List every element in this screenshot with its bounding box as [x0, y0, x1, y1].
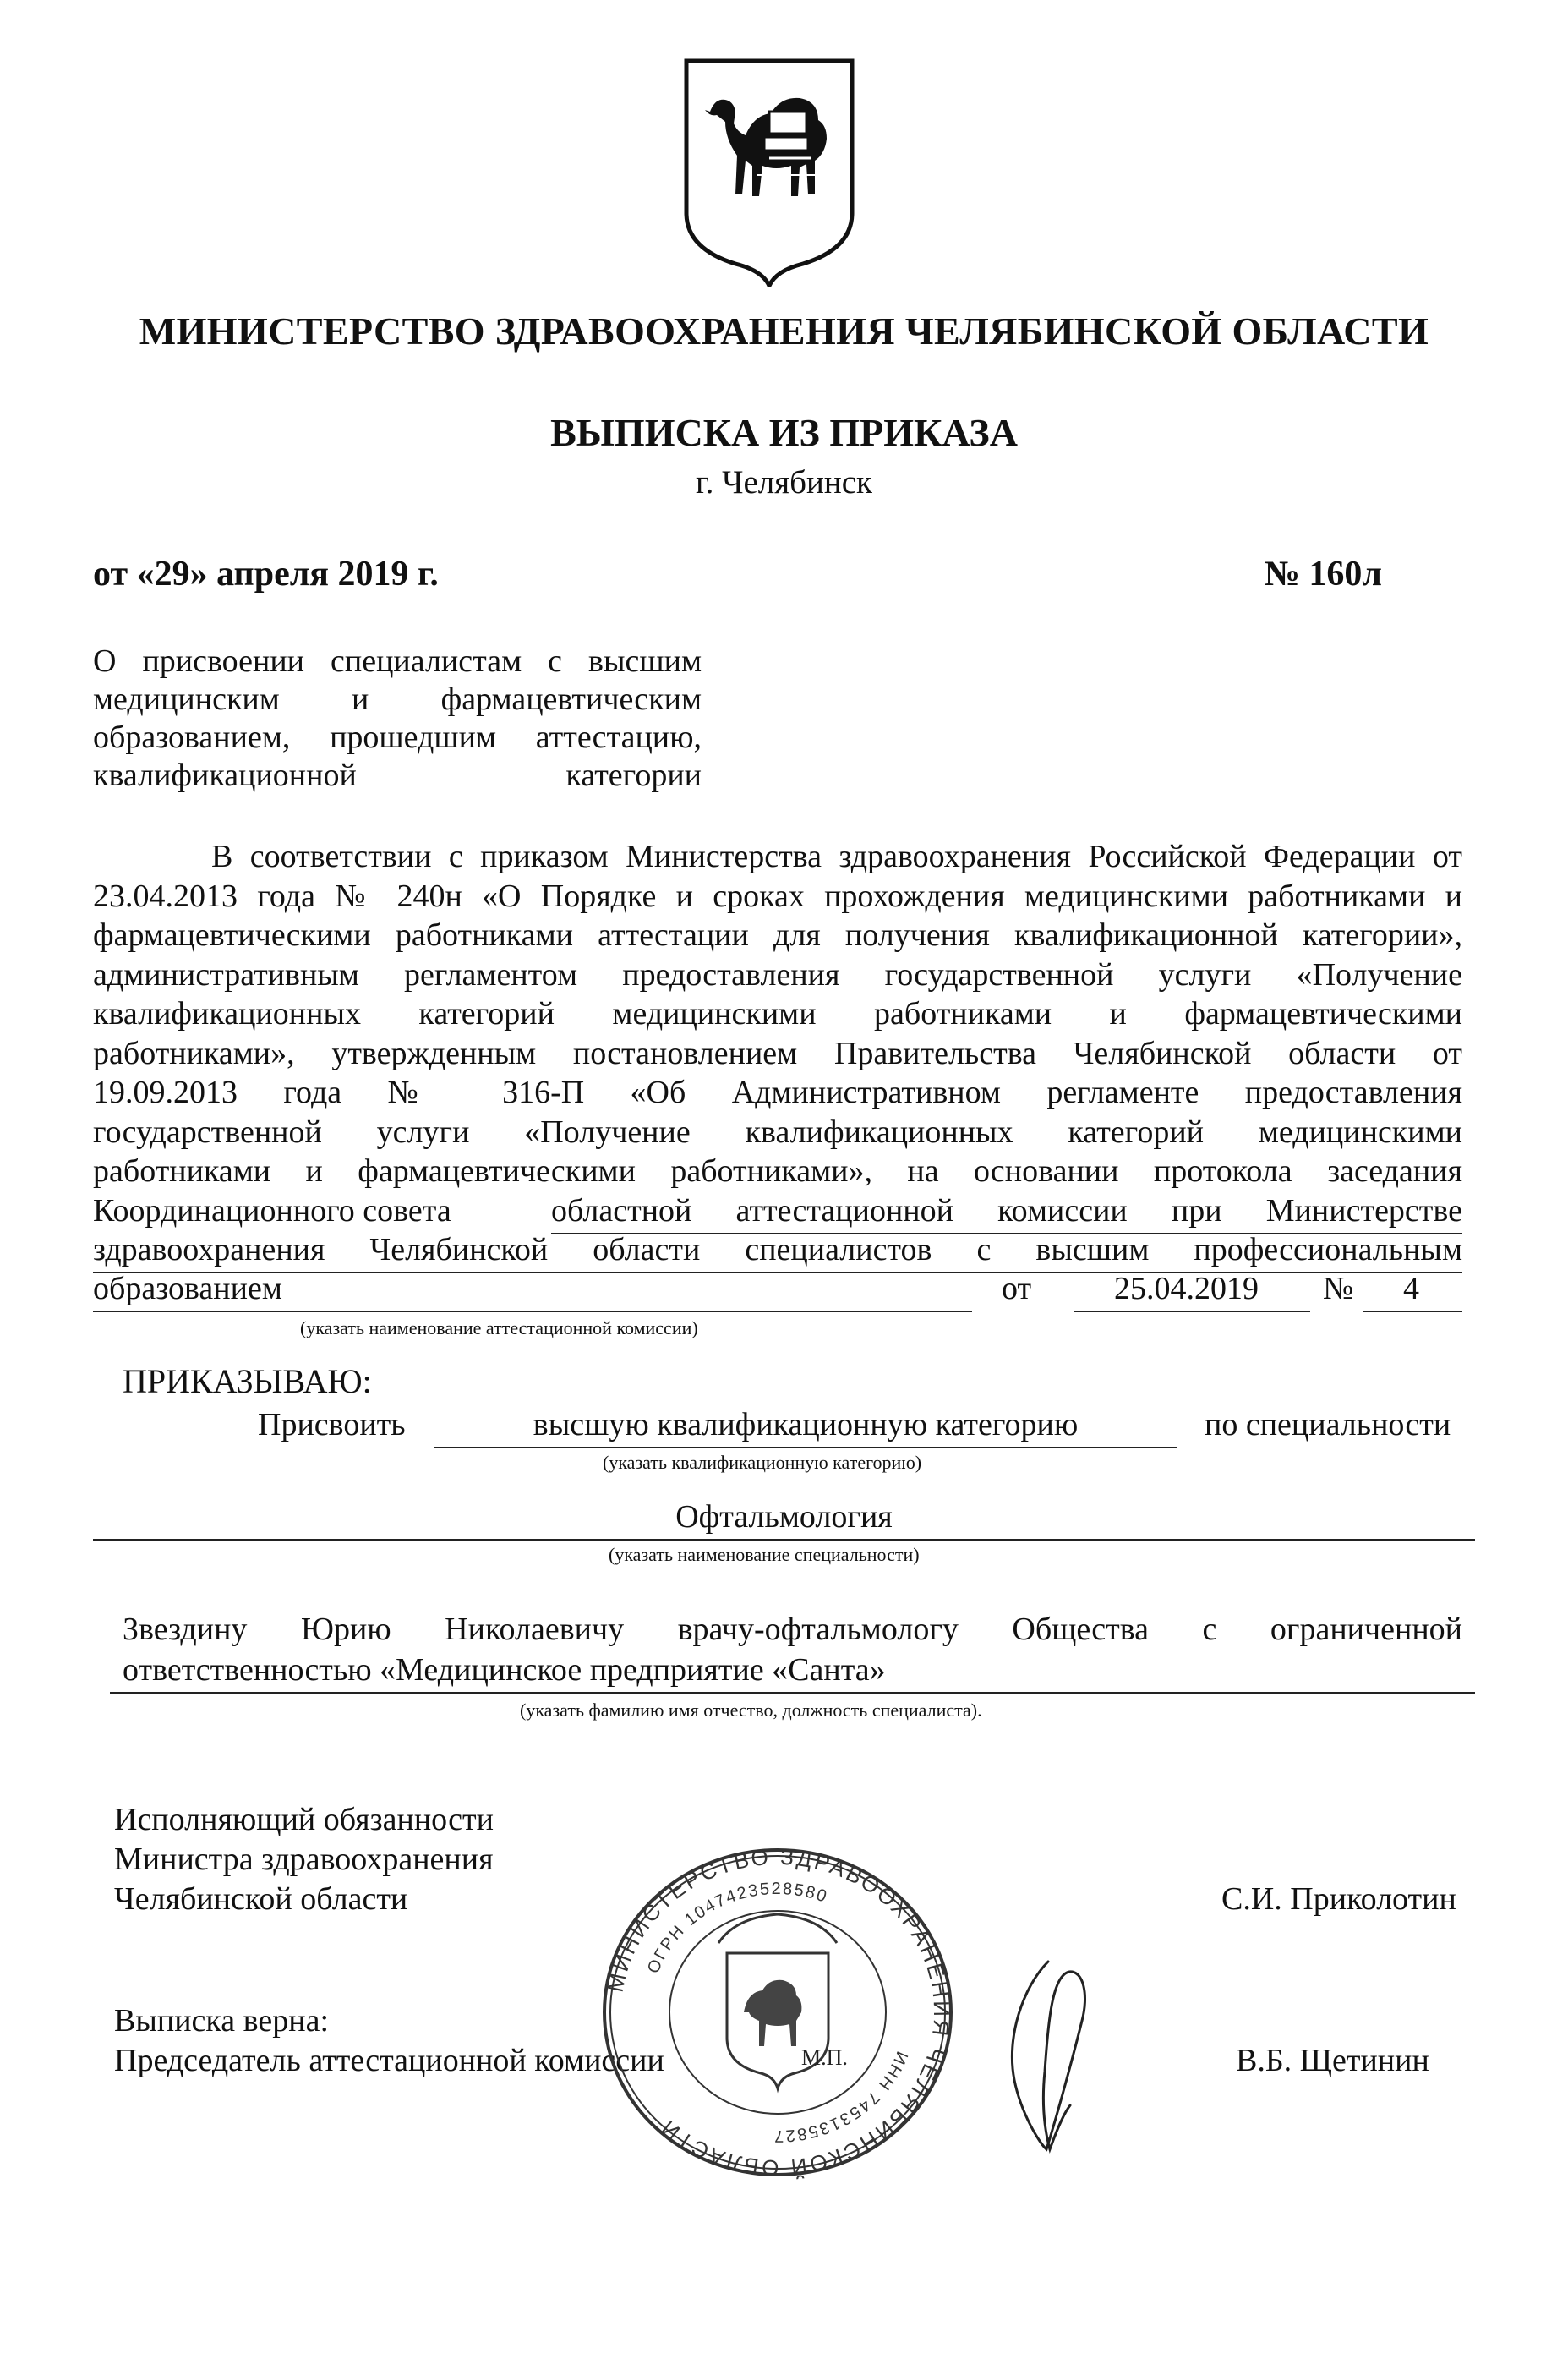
handwritten-signature: [989, 1953, 1107, 2156]
copy-verified-label: Выписка верна:: [114, 2003, 330, 2039]
commission-date: 25.04.2019: [1114, 1271, 1259, 1306]
order-number: № 160л: [1264, 555, 1382, 594]
subject-line: О присвоении специалистам с высшим: [93, 643, 702, 679]
body-line: квалификационных категорий медицинскими работниками и фармацевтическими: [93, 996, 1462, 1032]
commission-name-line1: [551, 1192, 1462, 1229]
person-hint: (указать фамилию имя отчество, должность специалиста).: [520, 1699, 982, 1721]
underline: [1363, 1311, 1462, 1312]
seal-inn: ИНН 7453135827: [773, 2048, 912, 2146]
minister-name: С.И. Приколотин: [1221, 1881, 1456, 1917]
order-preamble: [93, 837, 1462, 1191]
order-subject: [93, 643, 702, 795]
subject-line: образованием, прошедшим аттестацию,: [93, 720, 702, 755]
commission-name-line3: образованием: [93, 1271, 282, 1306]
body-line: В соответствии с приказом Министерства здравоохранения Российской Федерации от: [211, 839, 1462, 874]
category-hint: (указать квалификационную категорию): [603, 1452, 922, 1473]
commission-name-text: областной аттестационной комиссии при Министерстве: [551, 1193, 1462, 1229]
commission-name-line2: здравоохранения Челябинской области специалистов с высшим профессиональным: [93, 1232, 1462, 1267]
coat-of-arms-emblem: [676, 52, 862, 287]
seal-mp-label: М.П.: [801, 2045, 848, 2070]
specialty-hint: (указать наименование специальности): [609, 1544, 920, 1565]
signer-position-line1: Исполняющий обязанности: [114, 1802, 494, 1837]
assign-label: Присвоить: [258, 1407, 406, 1442]
seal-ring-text: МИНИСТЕРСТВО ЗДРАВООХРАНЕНИЯ ЧЕЛЯБИНСКОЙ ОБЛАСТИ: [602, 1843, 955, 2181]
document-title: ВЫПИСКА ИЗ ПРИКАЗА: [550, 411, 1018, 454]
person-line1: Звездину Юрию Николаевичу врачу-офтальмологу Общества с ограниченной: [123, 1612, 1462, 1647]
decree-heading: ПРИКАЗЫВАЮ:: [123, 1362, 372, 1400]
ministry-name: МИНИСТЕРСТВО ЗДРАВООХРАНЕНИЯ ЧЕЛЯБИНСКОЙ ОБЛАСТИ: [139, 309, 1429, 353]
seal-ogrn: ОГРН 1047423528580: [643, 1879, 831, 1977]
underline: [93, 1539, 1475, 1541]
specialty-value: Офтальмология: [675, 1499, 893, 1535]
signer-position-line2: Министра здравоохранения: [114, 1842, 494, 1877]
body-line: фармацевтическими работниками аттестации для получения квалификационной категории»,: [93, 917, 1462, 953]
person-line2: ответственностью «Медицинское предприятие «Санта»: [123, 1652, 886, 1688]
body-line: 23.04.2013 года № 240н «О Порядке и сроках прохождения медицинскими работниками и: [93, 878, 1462, 914]
commission-no-label: №: [1323, 1271, 1354, 1306]
commission-prefix: Координационного совета: [93, 1193, 451, 1229]
by-specialty-label: по специальности: [1205, 1407, 1451, 1442]
signer-position-line3: Челябинской области: [114, 1881, 408, 1917]
subject-line: квалификационной категории: [93, 758, 702, 793]
commission-hint: (указать наименование аттестационной комиссии): [300, 1317, 698, 1338]
chair-label: Председатель аттестационной комиссии: [114, 2043, 664, 2078]
body-line: административным регламентом предоставления государственной услуги «Получение: [93, 956, 1462, 993]
commission-number: 4: [1403, 1271, 1419, 1306]
document-city: г. Челябинск: [696, 464, 872, 501]
subject-line: медицинским и фармацевтическим: [93, 681, 702, 717]
body-line: государственной услуги «Получение квалификационных категорий медицинскими: [93, 1114, 1462, 1150]
order-date: от «29» апреля 2019 г.: [93, 555, 439, 594]
official-seal: [592, 1843, 964, 2181]
chair-name: В.Б. Щетинин: [1236, 2043, 1429, 2078]
category-value: высшую квалификационную категорию: [533, 1407, 1079, 1442]
underline: [434, 1447, 1177, 1448]
underline: [110, 1692, 1475, 1694]
commission-from-label: от: [1002, 1271, 1032, 1306]
body-line: работниками», утвержденным постановлением Правительства Челябинской области от: [93, 1035, 1462, 1071]
body-line: 19.09.2013 года № 316-П «Об Административном регламенте предоставления: [93, 1075, 1462, 1110]
body-line: работниками и фармацевтическими работниками», на основании протокола заседания: [93, 1153, 1462, 1189]
underline: [93, 1311, 972, 1312]
underline: [1074, 1311, 1310, 1312]
